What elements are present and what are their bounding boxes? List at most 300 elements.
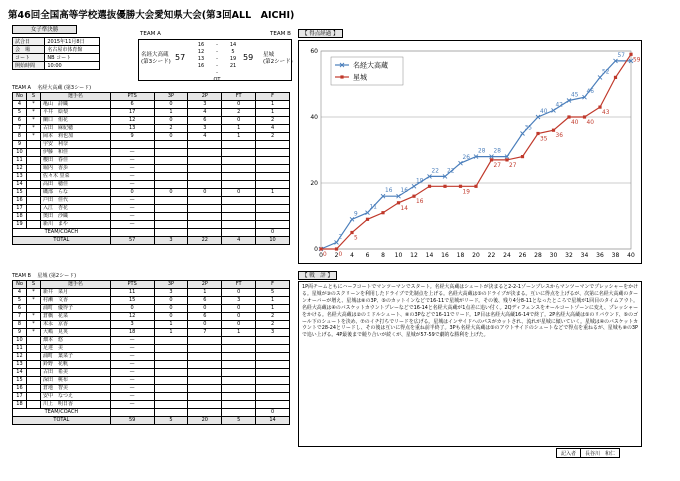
player-pts: — [110, 181, 154, 189]
data-label: 2 [338, 234, 343, 241]
player-row [13, 369, 290, 377]
player-pts: — [110, 157, 154, 165]
player-p3: 3 [154, 289, 188, 297]
player-ft: 2 [222, 109, 256, 117]
quarter-score-a: 12 [197, 49, 205, 55]
data-point [428, 185, 431, 188]
data-point [381, 211, 384, 214]
player-ft [222, 165, 256, 173]
player-name: 岡本 莉也加 [40, 133, 110, 141]
column-header: No [13, 281, 27, 289]
data-label: 22 [447, 168, 455, 175]
total-row-p2: 22 [188, 237, 222, 245]
player-ft [222, 181, 256, 189]
player-ft [222, 173, 256, 181]
total-row-p3: 5 [154, 417, 188, 425]
player-f: 2 [256, 313, 290, 321]
total-row [13, 417, 290, 425]
player-no: 6 [13, 117, 27, 125]
player-row [13, 313, 290, 321]
player-ft [222, 197, 256, 205]
data-point [583, 115, 586, 118]
player-p3: 0 [154, 101, 188, 109]
data-label: 16 [400, 188, 408, 195]
y-tick-label: 60 [310, 48, 318, 55]
data-label: 22 [431, 168, 439, 175]
data-point [397, 201, 400, 204]
data-label: 9 [354, 211, 358, 218]
player-p3: 0 [154, 305, 188, 313]
data-label: 40 [586, 120, 594, 126]
player-row [13, 361, 290, 369]
column-header: No [13, 93, 27, 101]
player-name: 平井 絵梨 [40, 109, 110, 117]
player-row [13, 141, 290, 149]
info-row [13, 46, 100, 54]
player-p3 [154, 221, 188, 229]
data-label: 52 [602, 69, 610, 76]
player-name: 高田 穂佳 [40, 181, 110, 189]
player-name: 大嶋 見英 [40, 329, 110, 337]
player-no: 4 [13, 101, 27, 109]
player-row [13, 393, 290, 401]
player-pts: — [110, 345, 154, 353]
player-f: 1 [256, 101, 290, 109]
player-name: 倉橋 花菜 [40, 313, 110, 321]
player-p2 [188, 221, 222, 229]
player-ft [222, 221, 256, 229]
player-p3: 0 [154, 133, 188, 141]
player-f [256, 401, 290, 409]
score-separator: - [216, 42, 218, 48]
y-tick-label: 40 [310, 114, 318, 121]
player-p2: 0 [188, 305, 222, 313]
column-header: S [26, 281, 40, 289]
player-p3: 1 [154, 329, 188, 337]
player-s: * [26, 125, 40, 133]
player-ft [222, 141, 256, 149]
player-pts: 12 [110, 117, 154, 125]
player-p2: 0 [188, 321, 222, 329]
player-pts: — [110, 377, 154, 385]
summary-panel-label: 【 戦 評 】 [298, 271, 337, 280]
player-row [13, 109, 290, 117]
info-value: 名古屋市体育館 [45, 46, 100, 54]
player-pts: 6 [110, 101, 154, 109]
coach-row-ft [222, 409, 256, 417]
player-name: 川上 明日香 [40, 401, 110, 409]
player-name: 堀内 香歩 [40, 165, 110, 173]
player-name: 亀山 詩織 [40, 101, 110, 109]
info-row [13, 38, 100, 46]
player-f [256, 369, 290, 377]
player-s [26, 377, 40, 385]
y-tick-label: 20 [310, 180, 318, 187]
data-point [412, 195, 415, 198]
quarter-score-b: 21 [229, 63, 237, 69]
game-info-table [12, 37, 100, 70]
player-p3 [154, 181, 188, 189]
data-label: 40 [540, 109, 548, 115]
player-f: 5 [256, 289, 290, 297]
player-no: 6 [13, 305, 27, 313]
player-s: * [26, 109, 40, 117]
info-row [13, 62, 100, 70]
coach-row [13, 229, 290, 237]
player-ft: 1 [222, 125, 256, 133]
player-f [256, 157, 290, 165]
score-separator: - [216, 49, 218, 55]
data-point [629, 53, 632, 56]
data-label: 28 [478, 148, 486, 155]
player-pts: 0 [110, 189, 154, 197]
player-f [256, 181, 290, 189]
info-label: コート [13, 54, 45, 62]
player-p2 [188, 173, 222, 181]
player-no: 13 [13, 173, 27, 181]
team-b-table-header [12, 272, 76, 279]
player-no: 18 [13, 213, 27, 221]
x-tick-label: 26 [518, 252, 527, 259]
player-pts: 13 [110, 125, 154, 133]
player-f: 3 [256, 329, 290, 337]
data-point [366, 218, 369, 221]
player-name: 古田 希美 [40, 369, 110, 377]
player-pts: — [110, 165, 154, 173]
player-p3 [154, 197, 188, 205]
player-no: 15 [13, 189, 27, 197]
player-pts: 17 [110, 109, 154, 117]
player-pts: 18 [110, 329, 154, 337]
data-label: 14 [400, 205, 408, 212]
recorder-label: 記入者 [557, 449, 581, 458]
team-b-table-seed: (第2シード) [48, 273, 77, 279]
column-header: F [256, 281, 290, 289]
player-row [13, 305, 290, 313]
team-a-table-label: TEAM A [12, 85, 31, 91]
player-p2: 6 [188, 297, 222, 305]
coach-row-p2 [188, 229, 222, 237]
player-p3 [154, 165, 188, 173]
total-row-p2: 20 [188, 417, 222, 425]
data-point [552, 129, 555, 132]
player-name: 佐々木 里菜 [40, 173, 110, 181]
score-separator: - [216, 70, 218, 76]
player-s: * [26, 313, 40, 321]
data-label: 59 [633, 57, 641, 64]
data-point [459, 185, 462, 188]
data-label: 57 [617, 52, 625, 59]
column-header: 3P [154, 93, 188, 101]
total-row-label: TOTAL [13, 417, 111, 425]
data-label: 27 [493, 162, 501, 169]
player-ft [222, 345, 256, 353]
player-ft [222, 393, 256, 401]
player-f [256, 165, 290, 173]
player-no: 14 [13, 369, 27, 377]
player-p3 [154, 377, 188, 385]
player-ft: 0 [222, 117, 256, 125]
total-row-label: TOTAL [13, 237, 111, 245]
x-tick-label: 30 [549, 252, 558, 259]
x-tick-label: 10 [394, 252, 403, 259]
player-name: 伊藤 和佳 [40, 149, 110, 157]
team-b-name: 星城 [263, 52, 275, 58]
player-p2 [188, 369, 222, 377]
x-tick-label: 22 [487, 252, 496, 259]
player-row [13, 133, 290, 141]
player-f [256, 197, 290, 205]
player-row [13, 337, 290, 345]
player-s: * [26, 117, 40, 125]
player-f [256, 205, 290, 213]
coach-row-f: 0 [256, 229, 290, 237]
player-f: 4 [256, 125, 290, 133]
player-no: 12 [13, 353, 27, 361]
player-ft: 1 [222, 329, 256, 337]
player-pts: 15 [110, 297, 154, 305]
player-p3 [154, 213, 188, 221]
coach-row-p2 [188, 409, 222, 417]
data-point [598, 106, 601, 109]
column-header: 2P [188, 93, 222, 101]
player-row [13, 385, 290, 393]
quarter-score-row [195, 56, 239, 63]
player-ft [222, 369, 256, 377]
player-p2: 3 [188, 101, 222, 109]
player-s [26, 345, 40, 353]
player-pts: — [110, 401, 154, 409]
scoreboard [138, 39, 292, 81]
quarter-score-a: 13 [197, 56, 205, 62]
total-row-ft: 5 [222, 417, 256, 425]
player-row [13, 221, 290, 229]
data-label: 35 [540, 136, 548, 143]
player-p3 [154, 173, 188, 181]
player-p2 [188, 401, 222, 409]
player-s: * [26, 329, 40, 337]
legend-label: 名経大高蔵 [353, 61, 388, 70]
team-a-table-seed: (第3シード) [63, 85, 92, 91]
player-row [13, 321, 290, 329]
column-header: PTS [110, 93, 154, 101]
player-p2 [188, 377, 222, 385]
player-p2: 4 [188, 109, 222, 117]
x-tick-label: 0 [319, 252, 323, 259]
player-s [26, 165, 40, 173]
info-label: 会 場 [13, 46, 45, 54]
data-label: 16 [416, 199, 424, 206]
player-s [26, 189, 40, 197]
player-s: * [26, 289, 40, 297]
quarter-score-row [195, 49, 239, 56]
player-f: 1 [256, 189, 290, 197]
player-p2 [188, 149, 222, 157]
data-label: 26 [462, 155, 470, 162]
info-label: 開始時間 [13, 62, 45, 70]
player-f [256, 385, 290, 393]
player-p2 [188, 361, 222, 369]
total-row-pts: 59 [110, 417, 154, 425]
player-p3 [154, 353, 188, 361]
total-row-pts: 57 [110, 237, 154, 245]
player-f [256, 173, 290, 181]
coach-row-ft [222, 229, 256, 237]
player-name: 深田 桃布 [40, 377, 110, 385]
data-label: 40 [571, 120, 579, 126]
player-no: 11 [13, 157, 27, 165]
player-pts: 9 [110, 133, 154, 141]
team-a-label: TEAM A [140, 31, 161, 37]
player-row [13, 181, 290, 189]
player-no: 11 [13, 345, 27, 353]
category-tag: 女子準決勝 [12, 25, 77, 34]
data-point [474, 185, 477, 188]
player-ft: 0 [222, 289, 256, 297]
player-pts: 0 [110, 305, 154, 313]
data-point [490, 158, 493, 161]
player-row [13, 297, 290, 305]
coach-row-p3 [154, 409, 188, 417]
data-label: 19 [416, 178, 424, 185]
player-f [256, 393, 290, 401]
player-pts: — [110, 221, 154, 229]
player-row [13, 329, 290, 337]
data-point [536, 132, 539, 135]
recorder-table [556, 448, 620, 458]
player-p3 [154, 393, 188, 401]
player-name: 入江 杏花 [40, 205, 110, 213]
data-label: 16 [385, 188, 393, 195]
data-label: 35 [524, 125, 532, 132]
player-row [13, 149, 290, 157]
player-p3 [154, 141, 188, 149]
player-p2: 4 [188, 133, 222, 141]
overtime-label: OT [213, 77, 221, 83]
player-pts: — [110, 385, 154, 393]
player-p2: 3 [188, 125, 222, 133]
player-p3 [154, 345, 188, 353]
player-f: 2 [256, 117, 290, 125]
player-s [26, 337, 40, 345]
player-p2: 6 [188, 313, 222, 321]
player-pts: — [110, 205, 154, 213]
player-name: 宇安 利奈 [40, 141, 110, 149]
player-no: 17 [13, 205, 27, 213]
player-p2: 0 [188, 189, 222, 197]
column-header: 選手名 [40, 93, 110, 101]
player-pts: — [110, 393, 154, 401]
player-f [256, 377, 290, 385]
player-ft [222, 401, 256, 409]
player-ft [222, 157, 256, 165]
overtime-score-blank [227, 70, 239, 77]
player-s [26, 213, 40, 221]
player-ft [222, 385, 256, 393]
player-f: 1 [256, 305, 290, 313]
player-ft: 0 [222, 313, 256, 321]
x-tick-label: 38 [611, 252, 620, 259]
player-no: 9 [13, 141, 27, 149]
chart-panel-label: 【 得点経過 】 [298, 29, 343, 38]
data-label: 45 [571, 92, 579, 99]
player-pts: 11 [110, 289, 154, 297]
summary-panel [298, 281, 642, 447]
summary-text: 1P両チームともにハーフコートでマンツーマンでスタート。名経大高蔵はシュートが決まると2-2-1ゾーンプレスからマンツーマンでプレッシャーをかける。星城が③のスクリーンを利用したドライブで先制点を上げる。名経大高蔵は⑤のドライブが決まる。互いに得点を上げるが、次第に名経大高蔵のターンオーバーが増え、星城は⑧の3P、⑤のカットインなどで16-11で星城がリード。その後、残り4分8-11となったところで星城が1回目のタイムアウト。名経大高蔵は④のバスケットカウントプレーなどで16-14と名経大高蔵が1点差に追い付く。2Qディフェンスをオールコートゾーンに変え、プレッシャーをかける。名経大高蔵は②のミドルシュート、⑧の3Pなどで16-11でリード。1P目は名経大高蔵16-14で終了。2P名経大高蔵は⑤のリバウンド、⑤のゴール下のシュートを決め、⑦のイチ打ちでリードを広げる。星城はインサイドへのパスがカットされ、流れが星城に傾いていく。星城は④のバスケットカウントで28-24とリードし、その後は互いに得点を重ね前半終了。3Pも名経大高蔵は⑤のアウトサイドのシュートなどで得点を重ねるが、星城も⑧の3Pで追い上げる。4P最後まで競り合いが続くが、星城が57-59で劇的な勝利を上げた。 [302, 284, 638, 339]
player-no: 8 [13, 133, 27, 141]
x-tick-label: 24 [503, 252, 511, 259]
player-row [13, 289, 290, 297]
player-s [26, 205, 40, 213]
data-point [614, 76, 617, 79]
player-p3 [154, 205, 188, 213]
player-s [26, 181, 40, 189]
player-s: * [26, 297, 40, 305]
team-a-table-header [12, 84, 91, 91]
quarter-score-row [195, 42, 239, 49]
x-tick-label: 4 [350, 252, 354, 259]
player-p2 [188, 213, 222, 221]
player-f [256, 345, 290, 353]
player-p3: 0 [154, 189, 188, 197]
coach-row-f: 0 [256, 409, 290, 417]
player-f: 2 [256, 321, 290, 329]
player-p3 [154, 337, 188, 345]
score-separator: - [216, 63, 218, 69]
column-header: FT [222, 93, 256, 101]
player-pts: — [110, 353, 154, 361]
player-s [26, 385, 40, 393]
player-p2 [188, 385, 222, 393]
player-p2: 7 [188, 329, 222, 337]
player-s: * [26, 101, 40, 109]
player-name: 鈴野 花帆 [40, 361, 110, 369]
player-no: 17 [13, 393, 27, 401]
player-no: 14 [13, 181, 27, 189]
player-f [256, 213, 290, 221]
team-b-stats-table [12, 280, 290, 425]
data-label: 0 [338, 252, 343, 258]
player-name: 畑本 悠 [40, 337, 110, 345]
column-header: 3P [154, 281, 188, 289]
team-b-info [263, 52, 293, 66]
data-point [521, 155, 524, 158]
x-tick-label: 8 [381, 252, 385, 259]
player-pts: 12 [110, 313, 154, 321]
quarter-score-b: 5 [231, 49, 235, 55]
player-name: 末永 京香 [40, 321, 110, 329]
player-p3 [154, 385, 188, 393]
player-p2 [188, 337, 222, 345]
player-no: 5 [13, 109, 27, 117]
page-title: 第46回全国高等学校選抜優勝大会愛知県大会(第3回ALL AICHI) [8, 10, 295, 21]
player-name: 浦町 優得子 [40, 305, 110, 313]
legend-label: 星城 [353, 73, 367, 82]
player-s [26, 157, 40, 165]
coach-row-label: TEAM/COACH [13, 409, 111, 417]
quarter-scores [195, 42, 239, 84]
player-f [256, 353, 290, 361]
column-header: PTS [110, 281, 154, 289]
column-header: F [256, 93, 290, 101]
player-ft: 0 [222, 305, 256, 313]
player-p2 [188, 345, 222, 353]
player-s [26, 305, 40, 313]
data-label: 19 [462, 189, 470, 196]
x-tick-label: 36 [596, 252, 604, 259]
coach-row [13, 409, 290, 417]
player-p2 [188, 181, 222, 189]
